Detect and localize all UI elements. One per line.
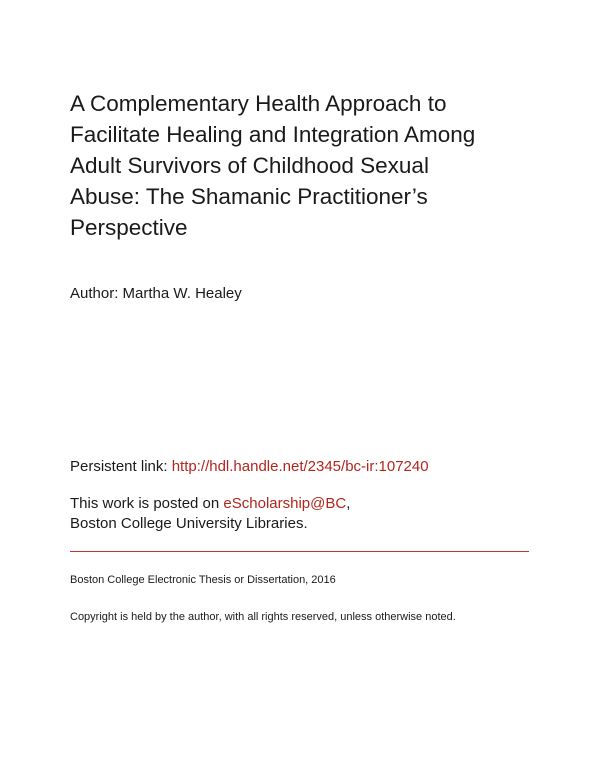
title-line: Perspective xyxy=(70,215,188,240)
title-line: A Complementary Health Approach to xyxy=(70,91,447,116)
persistent-link-label: Persistent link: xyxy=(70,458,168,475)
document-title xyxy=(70,88,540,243)
persistent-link-line xyxy=(70,458,429,476)
escholarship-link[interactable]: eScholarship@BC xyxy=(223,495,347,512)
posted-notice xyxy=(70,494,350,534)
posted-prefix: This work is posted on xyxy=(70,495,220,512)
title-line: Adult Survivors of Childhood Sexual xyxy=(70,153,429,178)
title-line: Abuse: The Shamanic Practitioner’s xyxy=(70,184,428,209)
divider-rule xyxy=(70,551,529,552)
library-name: Boston College University Libraries. xyxy=(70,515,308,532)
author-name: Martha W. Healey xyxy=(122,285,242,302)
copyright-note: Copyright is held by the author, with all rights reserved, unless otherwise noted. xyxy=(70,611,456,623)
title-line: Facilitate Healing and Integration Among xyxy=(70,122,476,147)
persistent-link[interactable]: http://hdl.handle.net/2345/bc-ir:107240 xyxy=(171,458,429,475)
author-line xyxy=(70,285,242,303)
author-label: Author: xyxy=(70,285,119,302)
thesis-note: Boston College Electronic Thesis or Dissertation, 2016 xyxy=(70,574,336,586)
posted-line xyxy=(70,494,350,514)
posted-suffix: , xyxy=(346,495,351,512)
